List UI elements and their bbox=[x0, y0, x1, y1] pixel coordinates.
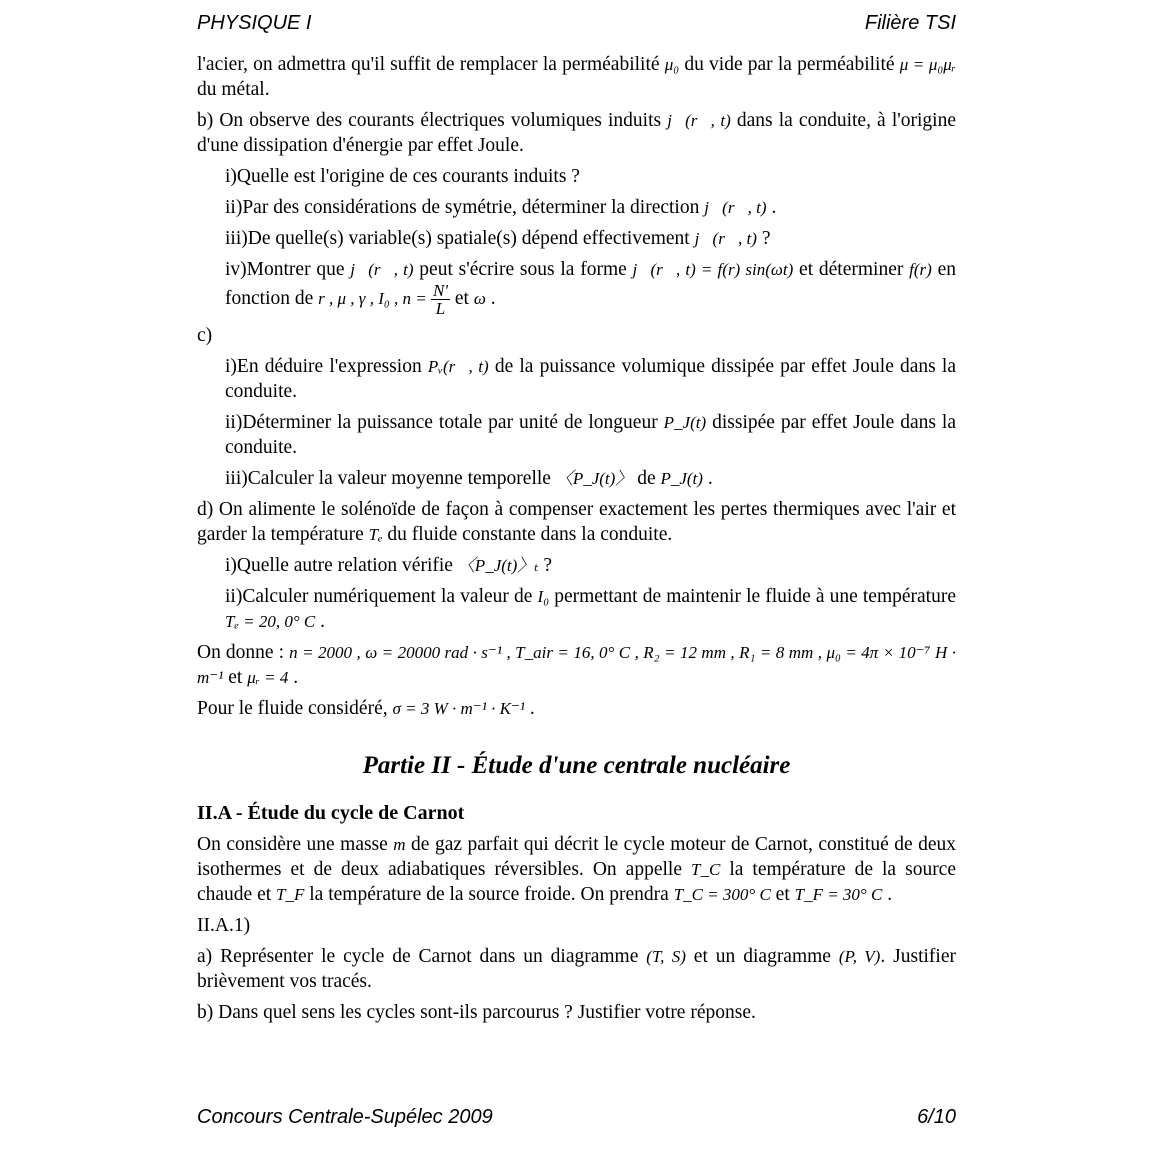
footer-left: Concours Centrale-Supélec 2009 bbox=[197, 1106, 493, 1128]
question-b-iv: iv)Montrer que j⃗(r⃗, t) peut s'écrire sous la forme j⃗(r⃗, t) = f(r) sin(ωt) et déterminer f(r) en fonction de r , μ , γ , I₀ , n = $\frac{N'}{L}$ et ω . bbox=[225, 259, 956, 318]
question-b: b) On observe des courants électriques volumiques induits j⃗(r⃗, t) dans la conduite, à l'origine d'une dissipation d'énergie par effet Joule. bbox=[197, 110, 956, 156]
question-ii-a-1-a: a) Représenter le cycle de Carnot dans un diagramme (T, S) et un diagramme (P, V). Justifier brièvement vos tracés. bbox=[197, 946, 956, 992]
header-right: Filière TSI bbox=[864, 12, 956, 34]
question-d-ii: ii)Calculer numériquement la valeur de I₀ permettant de maintenir le fluide à une température Tₑ = 20, 0° C . bbox=[225, 586, 956, 632]
header-left: PHYSIQUE I bbox=[197, 12, 312, 34]
given-values: On donne : n = 2000 , ω = 20000 rad · s⁻¹ , T_air = 16, 0° C , R₂ = 12 mm , R₁ = 8 mm , μ₀ = 4π × 10⁻⁷ H · m⁻¹ et μᵣ = 4 . bbox=[197, 642, 957, 688]
question-d: d) On alimente le solénoïde de façon à compenser exactement les pertes thermiques avec l'air et garder la température Tₑ du fluide constante dans la conduite. bbox=[197, 499, 956, 545]
question-d-i: i)Quelle autre relation vérifie 〈P_J(t)〉ₜ ? bbox=[225, 555, 553, 576]
question-b-iii: iii)De quelle(s) variable(s) spatiale(s) dépend effectivement j⃗(r⃗, t) ? bbox=[225, 228, 771, 249]
section-title: II.A - Étude du cycle de Carnot bbox=[197, 802, 465, 824]
page-footer bbox=[197, 1106, 956, 1129]
page-header bbox=[197, 12, 956, 35]
part-title: Partie II - Étude d'une centrale nucléaire bbox=[362, 752, 791, 779]
question-b-ii: ii)Par des considérations de symétrie, déterminer la direction j⃗(r⃗, t) . bbox=[225, 197, 777, 218]
question-ii-a-1: II.A.1) bbox=[197, 915, 251, 936]
question-c-iii: iii)Calculer la valeur moyenne temporelle 〈P_J(t)〉 de P_J(t) . bbox=[225, 468, 713, 489]
fluid-values: Pour le fluide considéré, σ = 3 W · m⁻¹ · K⁻¹ . bbox=[197, 698, 535, 719]
footer-right: 6/10 bbox=[917, 1106, 956, 1128]
page-content bbox=[197, 52, 956, 1031]
question-c-ii: ii)Déterminer la puissance totale par unité de longueur P_J(t) dissipée par effet Joule dans la conduite. bbox=[225, 412, 956, 458]
carnot-intro: On considère une masse m de gaz parfait qui décrit le cycle moteur de Carnot, constitué de deux isothermes et de deux adiabatiques réversibles. On appelle T_C la température de la source chaude et T_F la température de la source froide. On prendra T_C = 300° C et T_F = 30° C . bbox=[197, 834, 956, 905]
question-c: c) bbox=[197, 325, 213, 346]
paragraph-acier: l'acier, on admettra qu'il suffit de remplacer la perméabilité μ₀ du vide par la perméabilité μ = μ₀μᵣ du métal. bbox=[197, 54, 956, 100]
question-b-i: i)Quelle est l'origine de ces courants induits ? bbox=[225, 166, 580, 187]
question-ii-a-1-b: b) Dans quel sens les cycles sont-ils parcourus ? Justifier votre réponse. bbox=[197, 1002, 756, 1023]
question-c-i: i)En déduire l'expression Pᵥ(r⃗, t) de la puissance volumique dissipée par effet Joule dans la conduite. bbox=[225, 356, 957, 402]
fraction-n: $\frac{N'}{L}$ bbox=[433, 281, 449, 318]
